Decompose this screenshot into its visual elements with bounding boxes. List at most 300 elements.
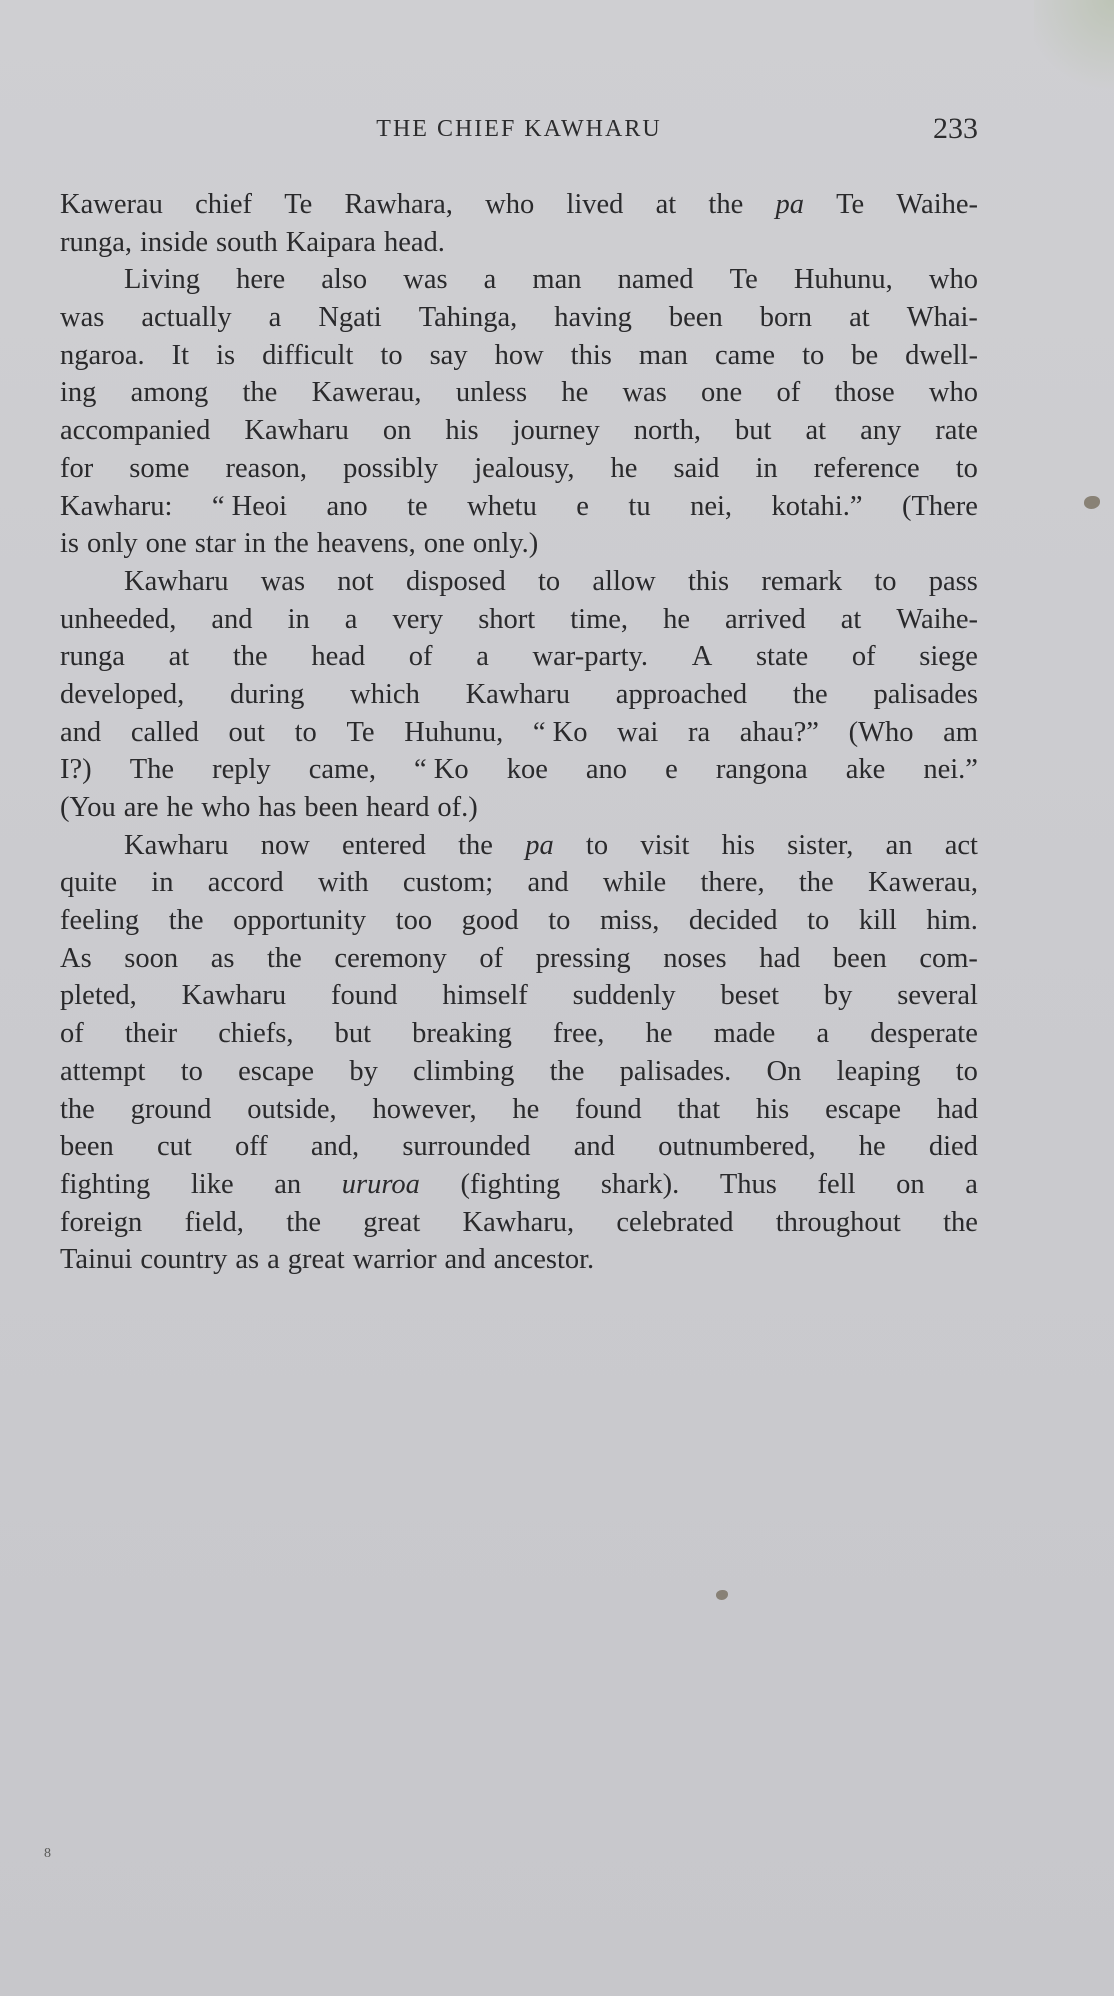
word: not [337, 565, 374, 597]
word: star [194, 528, 236, 560]
word: reference [813, 452, 920, 484]
word: pass [928, 565, 978, 597]
word: Kawharu [244, 415, 349, 447]
word: who [928, 377, 978, 409]
text-line [60, 261, 978, 299]
word: ngaroa. [60, 339, 145, 371]
word: at [655, 189, 677, 220]
word: ano [326, 490, 368, 522]
word: Kawerau, [867, 867, 978, 899]
word: Thus [719, 1168, 777, 1200]
word: throughout [775, 1206, 901, 1238]
word: of [408, 641, 433, 673]
word: e [665, 754, 678, 786]
word: very [392, 603, 444, 635]
word: of [851, 641, 876, 673]
word: on [382, 415, 412, 447]
word: e [576, 490, 589, 522]
word: palisades. [619, 1055, 732, 1087]
text-line [60, 488, 978, 526]
word: runga, [60, 226, 133, 258]
word: too [395, 905, 433, 937]
word: cut [156, 1131, 192, 1163]
word: at [849, 302, 870, 334]
word: runga [60, 641, 125, 673]
word: only [86, 528, 138, 560]
word: and, [310, 1131, 360, 1163]
word: whetu [467, 490, 537, 522]
word: man [638, 339, 688, 371]
text-line [60, 525, 978, 563]
word: he [561, 377, 589, 409]
word: Waihe- [896, 189, 978, 220]
word: and [573, 1131, 615, 1163]
word: on [896, 1168, 925, 1200]
word: A [691, 641, 713, 673]
word: a [476, 641, 489, 673]
word: Waihe- [896, 603, 978, 635]
word: fell [817, 1168, 856, 1200]
word: time, [570, 603, 629, 635]
word: their [124, 1018, 178, 1050]
word: that [677, 1093, 721, 1125]
word: com- [919, 942, 978, 974]
word: outnumbered, [658, 1131, 816, 1163]
word: shark). [600, 1168, 680, 1200]
word: but [334, 1018, 372, 1050]
word: Kawerau, [311, 377, 422, 409]
word: breaking [412, 1018, 512, 1050]
text-line [60, 940, 978, 978]
word: having [554, 302, 632, 334]
word: came [714, 339, 776, 371]
word: here [236, 264, 286, 296]
text-line [60, 827, 978, 865]
text-line [60, 1241, 978, 1279]
word: great [363, 1206, 421, 1238]
word: to [807, 905, 830, 937]
word: he [858, 1131, 886, 1163]
word: this [570, 339, 612, 371]
word: ing [60, 377, 97, 409]
word: pleted, [60, 980, 137, 1012]
word: to [585, 829, 609, 861]
word: in [243, 528, 267, 560]
word: called [130, 716, 199, 748]
word: As [60, 942, 92, 974]
word: to [537, 565, 561, 597]
text-line [60, 563, 978, 601]
word: Kaipara [285, 226, 376, 258]
word: also [321, 264, 368, 296]
word: at [168, 641, 190, 673]
word: he [610, 452, 638, 484]
word: of [479, 942, 504, 974]
word: It [171, 339, 190, 371]
word: ra [687, 716, 711, 748]
word: Kawharu: [60, 490, 173, 522]
text-line [60, 1053, 978, 1091]
word: of [60, 1018, 84, 1050]
word: and [211, 603, 253, 635]
word: been [668, 302, 723, 334]
word: how [494, 339, 544, 371]
word: in [755, 452, 778, 484]
word: and [444, 1244, 486, 1276]
page-header [60, 112, 978, 152]
word: who [928, 264, 978, 296]
word: a [344, 603, 358, 635]
word: wai [617, 716, 659, 748]
word: to [802, 339, 825, 371]
word: warrior [352, 1244, 437, 1276]
word: the [792, 678, 828, 710]
word: accord [207, 867, 284, 899]
word: beset [720, 980, 780, 1012]
word: (Who [848, 716, 914, 748]
word: outside, [247, 1093, 337, 1125]
text-line [60, 1204, 978, 1242]
word: foreign [60, 1206, 143, 1238]
word: who [485, 189, 535, 220]
word: is [216, 339, 236, 371]
word: north, [633, 415, 702, 447]
word: Ngati [318, 302, 382, 334]
word: Te [729, 264, 758, 296]
word: journey [512, 415, 600, 447]
word: I?) [60, 754, 92, 786]
word: war-party. [532, 641, 649, 673]
word: one [423, 528, 465, 560]
word: to [548, 905, 571, 937]
word: Kawharu [181, 980, 287, 1012]
word: Kawharu [124, 829, 229, 861]
word: he [663, 603, 690, 635]
word: feeling [60, 905, 140, 937]
word: in [287, 603, 310, 635]
text-line [60, 902, 978, 940]
text-line [60, 450, 978, 488]
word: an [885, 829, 913, 861]
word: remark [761, 565, 843, 597]
body-text [60, 186, 978, 1279]
word: noses [663, 942, 727, 974]
word: pa [775, 189, 804, 220]
word: “ Heoi [211, 490, 288, 522]
word: siege [919, 641, 978, 673]
word: heavens, [316, 528, 416, 560]
word: chiefs, [218, 1018, 294, 1050]
word: unheeded, [60, 603, 177, 635]
word: palisades [873, 678, 978, 710]
word: great [287, 1244, 345, 1276]
word: several [897, 980, 978, 1012]
word: was [622, 377, 667, 409]
text-line [60, 374, 978, 412]
paper-speck [1084, 496, 1100, 509]
text-line [60, 1128, 978, 1166]
word: “ Ko [532, 716, 588, 748]
word: On [766, 1055, 802, 1087]
word: but [735, 415, 772, 447]
word: came, [308, 754, 376, 786]
word: the [168, 905, 204, 937]
word: some [129, 452, 190, 484]
word: to [955, 1055, 978, 1087]
word: nei.” [923, 754, 978, 786]
word: disposed [405, 565, 506, 597]
word: however, [372, 1093, 477, 1125]
word: actually [141, 302, 232, 334]
text-line [60, 1091, 978, 1129]
word: one [701, 377, 743, 409]
word: his [721, 829, 755, 861]
word: ururoa [341, 1168, 420, 1200]
word: a [816, 1018, 830, 1050]
word: had [759, 942, 801, 974]
word: to [955, 452, 978, 484]
word: nei, [690, 490, 733, 522]
word: state [755, 641, 809, 673]
word: attempt [60, 1055, 146, 1087]
word: man [532, 264, 582, 296]
word: accompanied [60, 415, 211, 447]
word: Kawharu, [462, 1206, 575, 1238]
word: was [403, 264, 448, 296]
word: in [151, 867, 174, 899]
text-line [60, 186, 978, 224]
word: Kawerau [60, 189, 163, 220]
word: this [687, 565, 730, 597]
word: surrounded [402, 1131, 531, 1163]
word: been [832, 942, 887, 974]
word: te [407, 490, 428, 522]
word: reason, [225, 452, 308, 484]
text-line [60, 638, 978, 676]
word: has [258, 792, 297, 823]
word: he [645, 1018, 673, 1050]
word: Te [284, 189, 313, 220]
word: inside [139, 226, 209, 258]
word: “ Ko [414, 754, 469, 786]
word: Huhunu, [404, 716, 504, 748]
word: one [145, 528, 187, 560]
word: ground [130, 1093, 212, 1125]
word: lived [566, 189, 624, 220]
page-number: 233 [933, 112, 978, 145]
word: to [180, 1055, 203, 1087]
word: quite [60, 867, 117, 899]
word: the [549, 1055, 585, 1087]
text-line [60, 337, 978, 375]
word: the [943, 1206, 978, 1238]
word: Tahinga, [418, 302, 518, 334]
word: ceremony [334, 942, 447, 974]
word: kotahi.” [771, 490, 863, 522]
word: ancestor. [493, 1244, 595, 1276]
word: head [311, 641, 366, 673]
word: leaping [836, 1055, 921, 1087]
word: as [235, 1244, 260, 1276]
running-head: THE CHIEF KAWHARU [376, 116, 662, 142]
word: koe [506, 754, 548, 786]
word: allow [592, 565, 656, 597]
word: pa [525, 829, 554, 861]
word: south [216, 226, 278, 258]
word: arrived [725, 603, 806, 635]
word: desperate [870, 1018, 978, 1050]
word: died [928, 1131, 978, 1163]
word: during [230, 678, 305, 710]
word: by [349, 1055, 378, 1087]
word: tu [628, 490, 651, 522]
word: developed, [60, 678, 185, 710]
word: Whai- [906, 302, 978, 334]
word: to [874, 565, 897, 597]
word: heard [366, 792, 430, 823]
word: the [708, 189, 744, 220]
word: his [445, 415, 479, 447]
word: Rawhara, [344, 189, 453, 220]
word: climbing [413, 1055, 515, 1087]
word: the [458, 829, 493, 861]
word: been [60, 1131, 114, 1163]
word: (fighting [460, 1168, 561, 1200]
word: had [936, 1093, 978, 1125]
text-line [60, 299, 978, 337]
word: to [380, 339, 403, 371]
word: a [965, 1168, 978, 1200]
word: Living [124, 264, 200, 296]
word: reply [212, 754, 271, 786]
word: suddenly [572, 980, 676, 1012]
word: found [330, 980, 398, 1012]
word: the [274, 528, 309, 560]
word: of [776, 377, 801, 409]
word: good [461, 905, 519, 937]
word: out [228, 716, 265, 748]
word: head. [383, 226, 445, 258]
word: rate [935, 415, 978, 447]
word: dwell- [905, 339, 978, 371]
word: field, [184, 1206, 244, 1238]
word: those [834, 377, 895, 409]
paper-discoloration [1034, 0, 1114, 90]
word: only.) [472, 528, 539, 560]
margin-mark: 8 [44, 1846, 51, 1861]
text-line [60, 751, 978, 789]
word: say [429, 339, 468, 371]
word: been [304, 792, 359, 823]
word: and [527, 867, 569, 899]
word: free, [553, 1018, 605, 1050]
word: be [851, 339, 879, 371]
text-line [60, 977, 978, 1015]
text-line [60, 601, 978, 639]
text-line [60, 412, 978, 450]
word: which [350, 678, 420, 710]
text-line [60, 224, 978, 262]
word: Kawharu [465, 678, 571, 710]
word: ahau?” [739, 716, 819, 748]
word: Te [346, 716, 375, 748]
word: jealousy, [474, 452, 575, 484]
word: rangona [715, 754, 808, 786]
word: (You [60, 792, 116, 823]
word: the [60, 1093, 95, 1125]
word: now [260, 829, 310, 861]
word: while [602, 867, 667, 899]
text-line [60, 1166, 978, 1204]
word: Tainui [60, 1244, 133, 1276]
word: soon [124, 942, 179, 974]
word: among [130, 377, 209, 409]
word: country [140, 1244, 228, 1276]
text-line [60, 789, 978, 827]
word: a [268, 302, 282, 334]
word: short [478, 603, 536, 635]
word: decided [688, 905, 778, 937]
word: the [267, 942, 302, 974]
word: fighting [60, 1168, 151, 1200]
word: the [232, 641, 268, 673]
word: possibly [343, 452, 439, 484]
word: was [60, 302, 105, 334]
word: is [60, 528, 80, 560]
word: Kawharu [124, 565, 229, 597]
word: for [60, 452, 94, 484]
word: approached [615, 678, 748, 710]
word: any [860, 415, 902, 447]
word: ano [585, 754, 628, 786]
word: at [840, 603, 862, 635]
word: Huhunu, [793, 264, 893, 296]
word: the [242, 377, 278, 409]
word: escape [825, 1093, 902, 1125]
word: made [713, 1018, 776, 1050]
word: escape [238, 1055, 315, 1087]
paper-speck [716, 1590, 728, 1600]
word: an [274, 1168, 302, 1200]
word: he [166, 792, 194, 823]
word: entered [342, 829, 426, 861]
word: difficult [262, 339, 354, 371]
word: the [286, 1206, 322, 1238]
word: as [210, 942, 235, 974]
word: a [483, 264, 497, 296]
text-line [60, 1015, 978, 1053]
word: there, [700, 867, 765, 899]
word: custom; [402, 867, 494, 899]
word: by [823, 980, 853, 1012]
word: like [190, 1168, 234, 1200]
word: him. [926, 905, 978, 937]
word: (There [901, 490, 978, 522]
word: himself [442, 980, 528, 1012]
word: who [201, 792, 251, 823]
word: opportunity [233, 905, 367, 937]
word: kill [858, 905, 897, 937]
word: are [123, 792, 159, 823]
word: said [673, 452, 720, 484]
word: off [234, 1131, 268, 1163]
word: at [805, 415, 827, 447]
word: Te [836, 189, 865, 220]
word: found [575, 1093, 642, 1125]
word: his [755, 1093, 790, 1125]
word: of.) [437, 792, 478, 823]
text-line [60, 864, 978, 902]
